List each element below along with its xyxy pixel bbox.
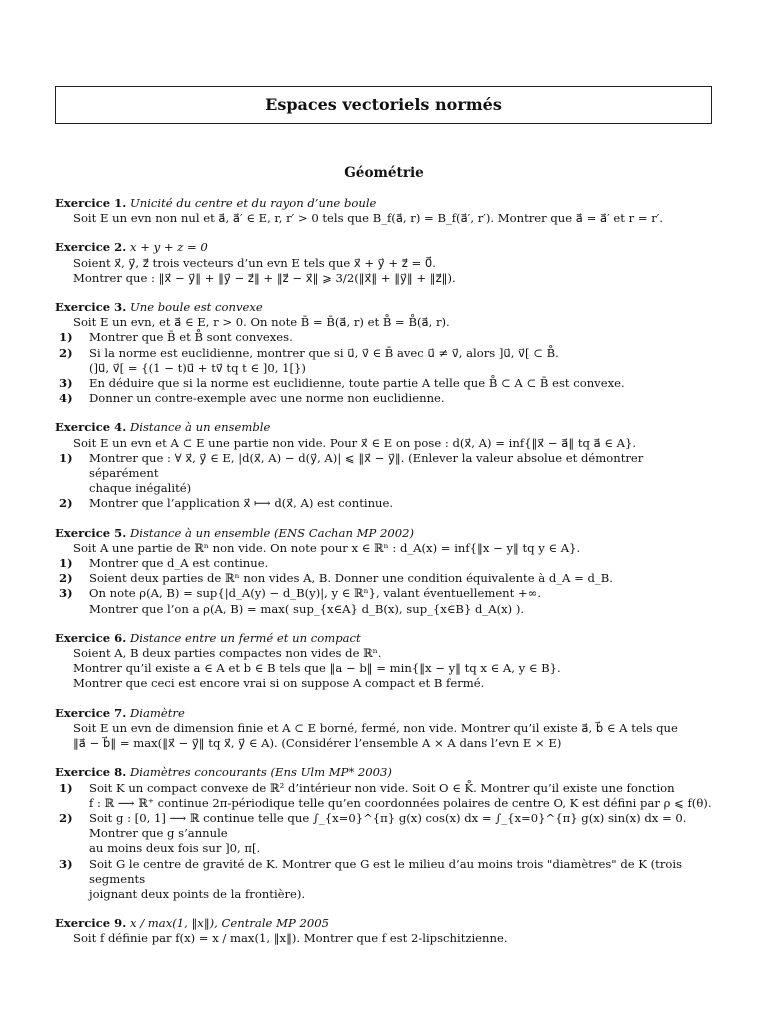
- exercise-question: [55, 781, 715, 796]
- exercise-header: [55, 765, 715, 780]
- question-number: 3): [59, 856, 73, 871]
- exercise-topic: x + y + z = 0: [129, 240, 208, 255]
- exercise: [55, 420, 715, 511]
- question-text: Montrer que : ∀ x⃗, y⃗ ∈ E, |d(x⃗, A) − d(y⃗, A)| ⩽ ‖x⃗ − y⃗‖. (Enlever la valeur absolue et démontrer séparément: [89, 450, 644, 481]
- exercise-list: [55, 196, 715, 961]
- exercise-question: [55, 857, 715, 887]
- exercise: [55, 526, 715, 617]
- question-continuation: f : ℝ ⟶ ℝ⁺ continue 2π-périodique telle qu’en coordonnées polaires de centre O, K est défini par ρ ⩽ f(θ).: [89, 795, 712, 810]
- exercise-header: [55, 420, 715, 435]
- question-number: 3): [59, 586, 73, 601]
- exercise: [55, 916, 715, 946]
- exercise-topic: Distance à un ensemble (ENS Cachan MP 2002): [129, 525, 414, 540]
- question-number: 1): [59, 780, 73, 795]
- exercise-header: [55, 526, 715, 541]
- exercise-topic: x / max(1, ‖x‖), Centrale MP 2005: [129, 916, 329, 931]
- exercise-question: [55, 451, 715, 481]
- exercise-label: Exercice 9.: [55, 916, 127, 931]
- exercise-question: [55, 556, 715, 571]
- exercise: [55, 631, 715, 692]
- exercise-text-line: Montrer que : ‖x⃗ − y⃗‖ + ‖y⃗ − z⃗‖ + ‖z⃗ − x⃗‖ ⩾ 3/2(‖x⃗‖ + ‖y⃗‖ + ‖z⃗‖).: [73, 270, 456, 285]
- exercise-question: [55, 376, 715, 391]
- question-continuation: chaque inégalité): [89, 481, 192, 496]
- exercise-text-line: Soit A une partie de ℝⁿ non vide. On note pour x ∈ ℝⁿ : d_A(x) = inf{‖x − y‖ tq y ∈ A}.: [73, 540, 581, 555]
- question-text: On note ρ(A, B) = sup{|d_A(y) − d_B(y)|, y ∈ ℝⁿ}, valant éventuellement +∞.: [89, 586, 542, 601]
- question-text: Soit G le centre de gravité de K. Montrer que G est le milieu d’au moins trois "diamètres" de K (trois segments: [89, 856, 682, 886]
- exercise-header: [55, 706, 715, 721]
- exercise-label: Exercice 1.: [55, 196, 127, 210]
- exercise-topic: Diamètre: [129, 705, 185, 720]
- exercise-text-line: Soit E un evn et A ⊂ E une partie non vide. Pour x⃗ ∈ E on pose : d(x⃗, A) = inf{‖x⃗ − a⃗‖ tq a⃗ ∈ A}.: [73, 435, 637, 450]
- section-title: Géométrie: [344, 165, 424, 181]
- exercise-text-line: Montrer qu’il existe a ∈ A et b ∈ B tels que ‖a − b‖ = min{‖x − y‖ tq x ∈ A, y ∈ B}.: [73, 661, 561, 676]
- question-text: Si la norme est euclidienne, montrer que si u⃗, v⃗ ∈ B̄ avec u⃗ ≠ v⃗, alors ]u⃗, v⃗[ ⊂ B̊.: [89, 345, 559, 360]
- exercise-text-line: Soient A, B deux parties compactes non vides de ℝⁿ.: [73, 646, 382, 661]
- exercise: [55, 706, 715, 752]
- exercise-question: [55, 586, 715, 601]
- exercise-text-line: Soit f définie par f(x) = x / max(1, ‖x‖). Montrer que f est 2-lipschitzienne.: [73, 931, 508, 946]
- exercise-text-line: Soit E un evn de dimension finie et A ⊂ E borné, fermé, non vide. Montrer qu’il existe a⃗, b⃗ ∈ A tels que: [73, 720, 678, 735]
- question-text: En déduire que si la norme est euclidienne, toute partie A telle que B̊ ⊂ A ⊂ B̄ est convexe.: [89, 376, 625, 391]
- exercise-topic: Une boule est convexe: [129, 300, 263, 315]
- question-text: Montrer que d_A est continue.: [89, 556, 269, 571]
- exercise-label: Exercice 6.: [55, 630, 127, 645]
- exercise-text-line: Montrer que ceci est encore vrai si on suppose A compact et B fermé.: [73, 676, 485, 691]
- question-continuation: (]u⃗, v⃗[ = {(1 − t)u⃗ + tv⃗ tq t ∈ ]0, 1[}): [89, 360, 306, 375]
- exercise-header: [55, 631, 715, 646]
- exercise-label: Exercice 7.: [55, 705, 127, 720]
- exercise-question: [55, 496, 715, 511]
- exercise-text-line: Soit E un evn non nul et a⃗, a⃗′ ∈ E, r, r′ > 0 tels que B_f(a⃗, r) = B_f(a⃗′, r′). Montrer que a⃗ = a⃗′ et r = r′.: [73, 211, 664, 226]
- document-title: Espaces vectoriels normés: [265, 95, 502, 115]
- exercise-question: [55, 811, 715, 841]
- question-number: 4): [59, 391, 73, 406]
- exercise-topic: Unicité du centre et du rayon d’une boule: [129, 196, 377, 210]
- question-text: Montrer que B̄ et B̊ sont convexes.: [89, 330, 293, 345]
- exercise-question: [55, 391, 715, 406]
- exercise-label: Exercice 5.: [55, 525, 127, 540]
- exercise-header: [55, 196, 715, 211]
- exercise-question: [55, 571, 715, 586]
- exercise: [55, 765, 715, 902]
- question-continuation: joignant deux points de la frontière).: [89, 886, 306, 901]
- exercise-label: Exercice 8.: [55, 765, 127, 780]
- question-number: 1): [59, 556, 73, 571]
- exercise: [55, 240, 715, 286]
- exercise-header: [55, 240, 715, 255]
- exercise-text-line: Soient x⃗, y⃗, z⃗ trois vecteurs d’un evn E tels que x⃗ + y⃗ + z⃗ = 0⃗.: [73, 255, 436, 270]
- exercise-question: [55, 330, 715, 345]
- question-number: 1): [59, 330, 73, 345]
- exercise-topic: Distance à un ensemble: [129, 420, 271, 435]
- exercise-header: [55, 916, 715, 931]
- question-number: 2): [59, 345, 73, 360]
- question-continuation: Montrer que l’on a ρ(A, B) = max( sup_{x∈A} d_B(x), sup_{x∈B} d_A(x) ).: [89, 601, 525, 616]
- exercise-label: Exercice 3.: [55, 300, 127, 315]
- question-text: Soit g : [0, 1] ⟶ ℝ continue telle que ∫_{x=0}^{π} g(x) cos(x) dx = ∫_{x=0}^{π} g(x) sin(x) dx = 0. Montrer que g s’annule: [89, 810, 687, 841]
- question-continuation: au moins deux fois sur ]0, π[.: [89, 841, 261, 856]
- exercise-question: [55, 346, 715, 361]
- exercise-topic: Diamètres concourants (Ens Ulm MP* 2003): [129, 765, 392, 780]
- question-text: Soit K un compact convexe de ℝ² d’intérieur non vide. Soit O ∈ K̊. Montrer qu’il existe une fonction: [89, 780, 675, 795]
- exercise-label: Exercice 4.: [55, 420, 127, 435]
- exercise-text-line: Soit E un evn, et a⃗ ∈ E, r > 0. On note B̄ = B̄(a⃗, r) et B̊ = B̊(a⃗, r).: [73, 315, 450, 330]
- question-number: 1): [59, 450, 73, 465]
- question-number: 3): [59, 376, 73, 391]
- document-title-box: [55, 86, 712, 124]
- exercise-topic: Distance entre un fermé et un compact: [129, 630, 361, 645]
- question-text: Soient deux parties de ℝⁿ non vides A, B. Donner une condition équivalente à d_A = d_B.: [89, 571, 613, 586]
- exercise-header: [55, 300, 715, 315]
- question-number: 2): [59, 571, 73, 586]
- question-number: 2): [59, 810, 73, 825]
- exercise: [55, 300, 715, 406]
- question-text: Montrer que l’application x⃗ ⟼ d(x⃗, A) est continue.: [89, 496, 394, 511]
- question-number: 2): [59, 496, 73, 511]
- exercise-text-line: ‖a⃗ − b⃗‖ = max(‖x⃗ − y⃗‖ tq x⃗, y⃗ ∈ A). (Considérer l’ensemble A × A dans l’evn E × E): [73, 736, 562, 751]
- exercise-label: Exercice 2.: [55, 240, 127, 255]
- question-text: Donner un contre-exemple avec une norme non euclidienne.: [89, 391, 445, 406]
- exercise: [55, 196, 715, 226]
